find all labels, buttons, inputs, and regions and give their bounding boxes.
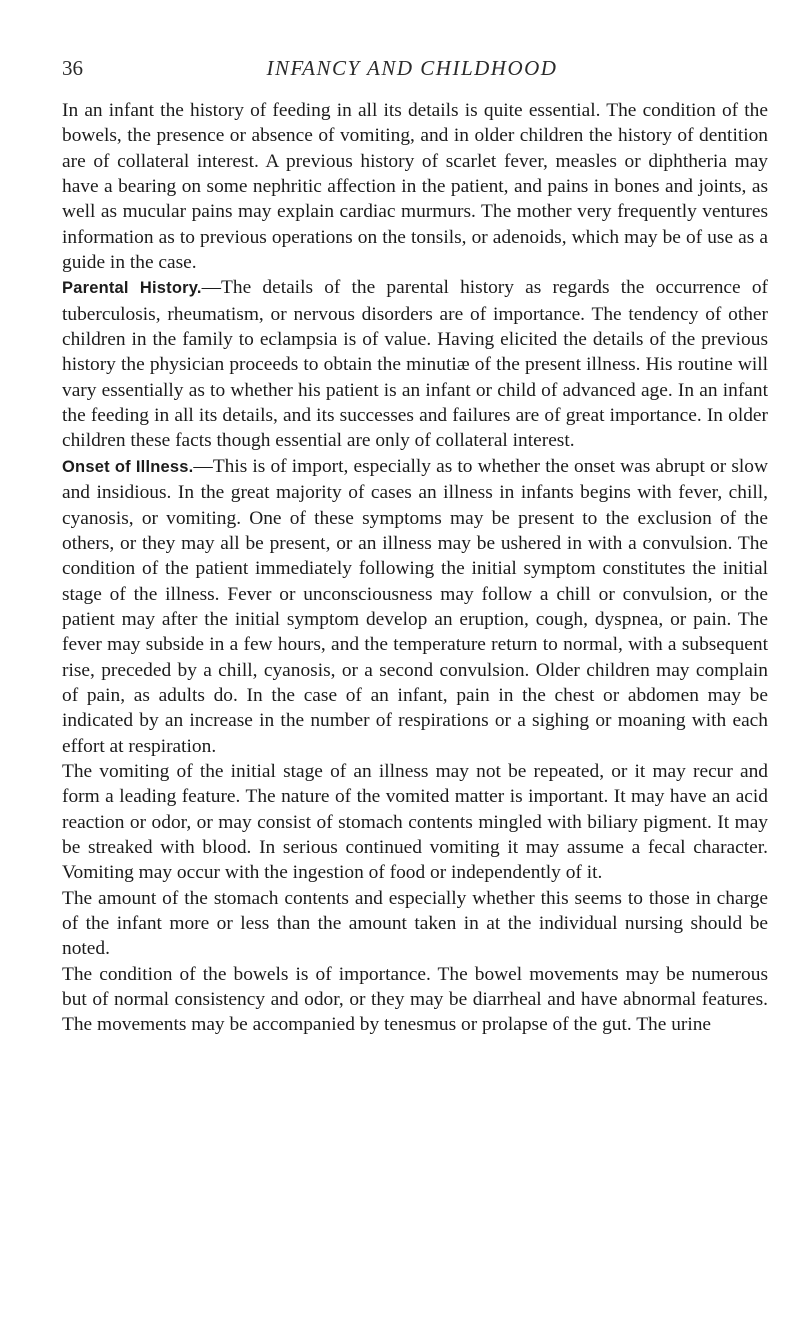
paragraph-bowels: [62, 962, 768, 1038]
paragraph-text: In an infant the history of feeding in all its details is quite essential. The condition of the bowels, the presence or absence of vomiting, and in older children the history of dentition are of collateral interest. A previous history of scarlet fever, measles or diphtheria may have a bearing on some nephritic affection in the patient, and pains in bones and joints, as well as mucular pains may explain cardiac murmurs. The mother very frequently ventures information as to previous operations on the tonsils, or adenoids, which may be of use as a guide in the case.: [62, 100, 768, 274]
running-title: INFANCY AND CHILDHOOD: [266, 56, 558, 80]
body-text: [62, 98, 768, 1038]
section-heading-onset-of-illness: Onset of Illness.: [62, 457, 194, 476]
paragraph-text: —The details of the parental history as regards the occurrence of tuberculosis, rheumatism, or nervous disorders are of importance. The tendency of other children in the family to eclampsia is of value. Having elicited the details of the previous history the physician proceeds to obtain the minutiæ of the present illness. His routine will vary essentially as to whether his patient is an infant or child of advanced age. In an infant the feeding in all its details, and its successes and failures are of great importance. In older children these facts though essential are only of collateral interest.: [62, 277, 768, 452]
running-head: [62, 56, 762, 86]
paragraph-text: —This is of import, especially as to whether the onset was abrupt or slow and insidious. In the great majority of cases an illness in infants begins with fever, chill, cyanosis, or vomiting. One of these symptoms may be present to the exclusion of the others, or they may all be present, or an illness may be ushered in with a convulsion. The condition of the patient immediately following the initial symptom constitutes the initial stage of the illness. Fever or unconsciousness may follow a chill or convulsion, or the patient may after the initial symptom develop an eruption, cough, dyspnea, or pain. The fever may subside in a few hours, and the temperature return to normal, with a subsequent rise, preceded by a chill, cyanosis, or a second convulsion. Older children may complain of pain, as adults do. In the case of an infant, pain in the chest or abdomen may be indicated by an increase in the number of respirations or a sighing or moaning with each effort at respiration.: [62, 455, 768, 757]
paragraph-text: The vomiting of the initial stage of an illness may not be repeated, or it may recur and form a leading feature. The nature of the vomited matter is important. It may have an acid reaction or odor, or may consist of stomach contents mingled with biliary pigment. It may be streaked with blood. In serious continued vomiting it may assume a fecal character. Vomiting may occur with the ingestion of food or independently of it.: [62, 760, 768, 884]
paragraph-vomiting: [62, 759, 768, 886]
section-heading-parental-history: Parental History.: [62, 279, 202, 298]
paragraph-parental-history: [62, 275, 768, 453]
paragraph-onset-of-illness: [62, 454, 768, 759]
paragraph-feeding-history: [62, 98, 768, 275]
paragraph-text: The amount of the stomach contents and especially whether this seems to those in charge of the infant more or less than the amount taken in at the individual nursing should be noted.: [62, 887, 768, 960]
page-number: 36: [62, 56, 83, 80]
paragraph-text: The condition of the bowels is of importance. The bowel movements may be numerous but of normal consistency and odor, or they may be diarrheal and have abnormal features. The movements may be accompanied by tenesmus or prolapse of the gut. The urine: [62, 963, 768, 1036]
paragraph-stomach-contents: [62, 886, 768, 962]
